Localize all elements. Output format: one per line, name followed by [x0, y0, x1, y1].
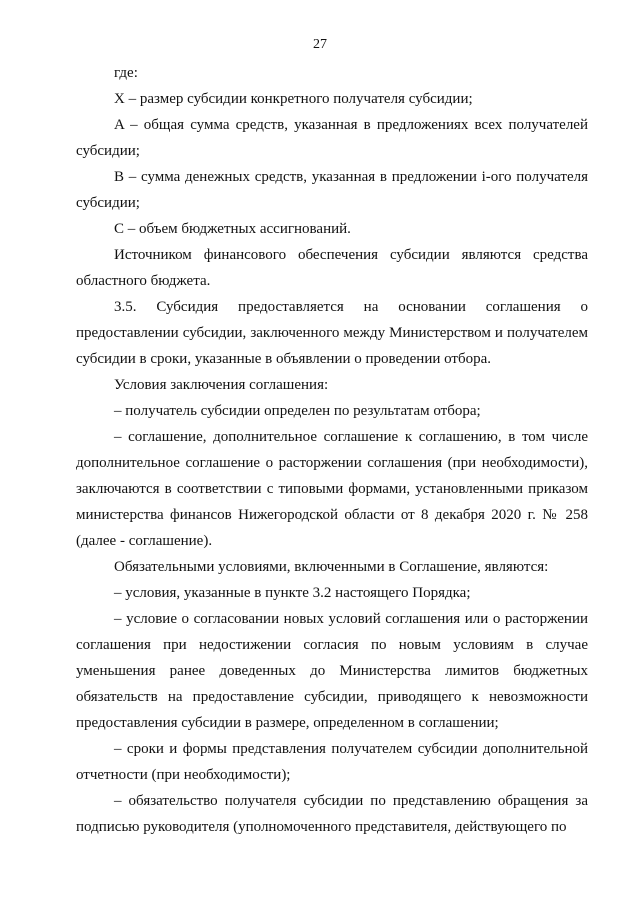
paragraph-definition-b: B – сумма денежных средств, указанная в предложении i-ого получателя субсидии; [76, 169, 588, 211]
paragraph-definition-c: C – объем бюджетных ассигнований. [114, 221, 351, 237]
paragraph-mandatory-item-2: – условие о согласовании новых условий соглашения или о расторжении соглашения при недостижении согласия по новым условиям в случае уменьшения ранее доведенных до Министерства лимитов бюджетных обязательств на предоставление субсидии, приводящего к невозможности предоставления субсидии в размере, определенном в соглашении; [76, 611, 588, 731]
paragraph-condition-recipient: – получатель субсидии определен по результатам отбора; [114, 403, 481, 419]
paragraph-condition-forms: – соглашение, дополнительное соглашение к соглашению, в том числе дополнительное соглашение о расторжении соглашения (при необходимости), заключаются в соответствии с типовыми формами, установленными приказом министерства финансов Нижегородской области от 8 декабря 2020 г. № 258 (далее - соглашение). [76, 429, 588, 549]
paragraph-mandatory-item-4: – обязательство получателя субсидии по представлению обращения за подписью руководителя (уполномоченного представителя, действующего по [76, 793, 588, 835]
paragraph-mandatory-item-1: – условия, указанные в пункте 3.2 настоящего Порядка; [114, 585, 471, 601]
paragraph-definition-a: A – общая сумма средств, указанная в предложениях всех получателей субсидии; [76, 117, 588, 159]
paragraph-mandatory-conditions-heading: Обязательными условиями, включенными в Соглашение, являются: [114, 559, 549, 575]
paragraph-agreement-conditions-heading: Условия заключения соглашения: [114, 377, 329, 393]
page-number: 27 [313, 37, 327, 52]
paragraph-definition-x: X – размер субсидии конкретного получателя субсидии; [114, 91, 473, 107]
paragraph-mandatory-item-3: – сроки и формы представления получателем субсидии дополнительной отчетности (при необходимости); [76, 741, 588, 783]
paragraph-section-3-5: 3.5. Субсидия предоставляется на основании соглашения о предоставлении субсидии, заключенного между Министерством и получателем субсидии в сроки, указанные в объявлении о проведении отбора. [76, 299, 588, 367]
body-text [76, 60, 588, 840]
paragraph-where: где: [114, 65, 138, 81]
paragraph-funding-source: Источником финансового обеспечения субсидии являются средства областного бюджета. [76, 247, 588, 289]
